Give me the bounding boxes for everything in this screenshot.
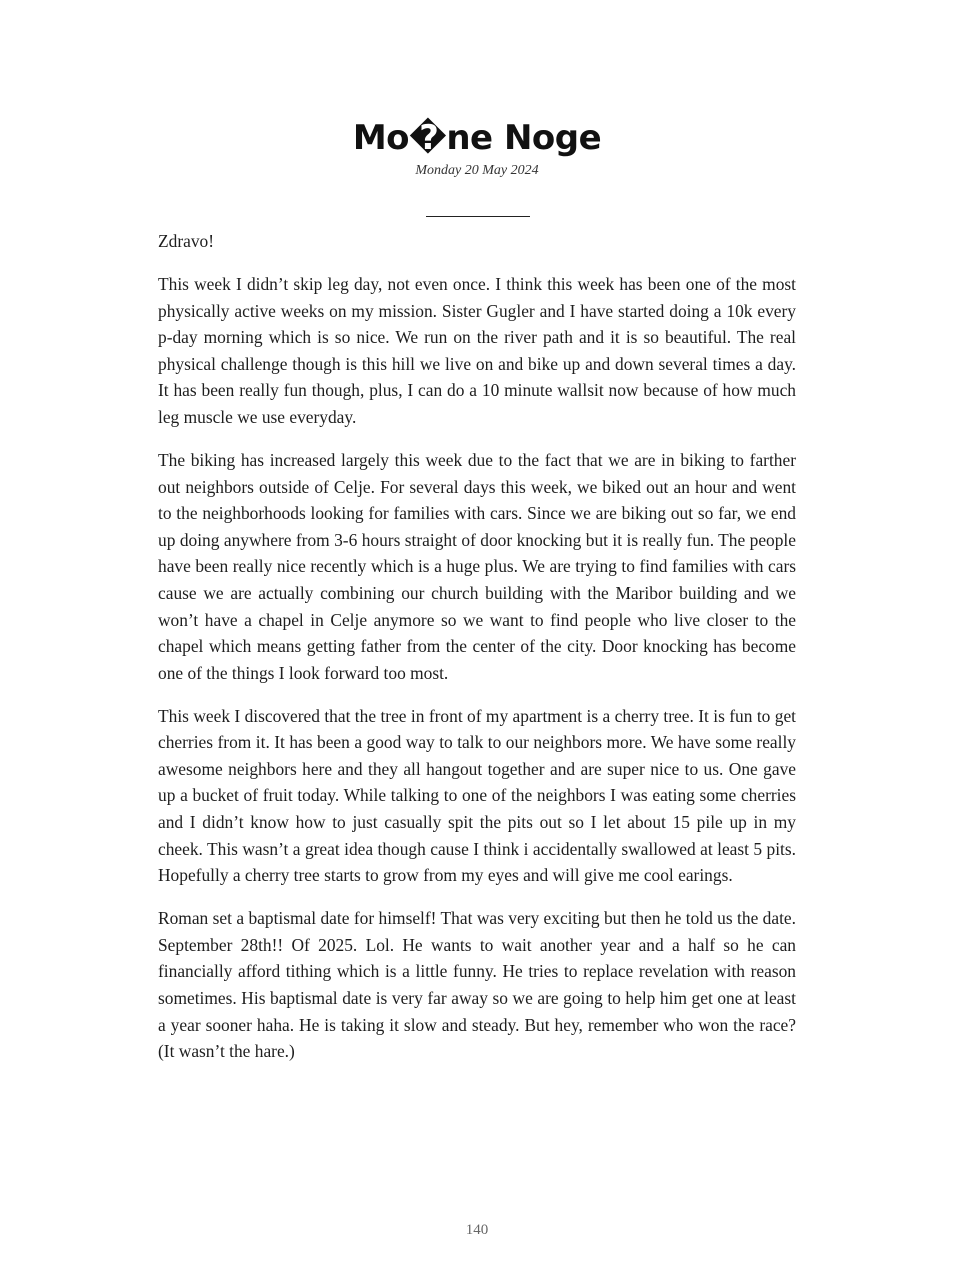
letter-title: Mo�ne Noge	[352, 118, 602, 158]
paragraph: Roman set a baptismal date for himself! That was very exciting but then he told us the date. September 28th!! Of 2025. Lol. He wants to wait another year and a half so he can financially afford tithing which is a little funny. He tries to replace revelation with reason sometimes. His baptismal date is very far away so we are going to help him get one at least a year sooner haha. He is taking it slow and steady. But hey, remember who won the race? (It wasn’t the hare.)	[158, 908, 796, 1062]
paragraph: This week I discovered that the tree in front of my apartment is a cherry tree. It is fun to get cherries from it. It has been a good way to talk to our neighbors more. We have some really awesome neighbors here and they all hangout together and are super nice to us. One gave up a bucket of fruit today. While talking to one of the neighbors I was eating some cherries and I didn’t know how to just casually spit the pits out so I let about 15 pile up in my cheek. This wasn’t a great idea though cause I think i accidentally swallowed at least 5 pits. Hopefully a cherry tree starts to grow from my eyes and will give me cool earings.	[158, 705, 796, 886]
title-divider	[426, 216, 530, 217]
paragraph: This week I didn’t skip leg day, not even once. I think this week has been one of the most physically active weeks on my mission. Sister Gugler and I have started doing a 10k every p-day morning which is so nice. We run on the river path and it is so beautiful. The real physical challenge though is this hill we live on and bike up and down several times a day. It has been really fun though, plus, I can do a 10 minute wallsit now because of how much leg muscle we use everyday.	[158, 273, 796, 427]
paragraph: The biking has increased largely this week due to the fact that we are in biking to farther out neighbors outside of Celje. For several days this week, we biked out an hour and went to the neighborhoods looking for families with cars. Since we are biking out so far, we end up doing anywhere from 3-6 hours straight of door knocking but it is really fun. The people have been really nice recently which is a huge plus. We are trying to find families with cars cause we are actually combining our church building with the Maribor building and we won’t have a chapel in Celje anymore so we want to find people who live closer to the chapel which means getting father from the center of the city. Door knocking has become one of the things I look forward too most.	[158, 449, 796, 683]
page-number: 140	[465, 1222, 489, 1238]
letter-body	[158, 228, 796, 1081]
letter-date: Monday 20 May 2024	[415, 163, 539, 178]
greeting: Zdravo!	[158, 231, 215, 251]
